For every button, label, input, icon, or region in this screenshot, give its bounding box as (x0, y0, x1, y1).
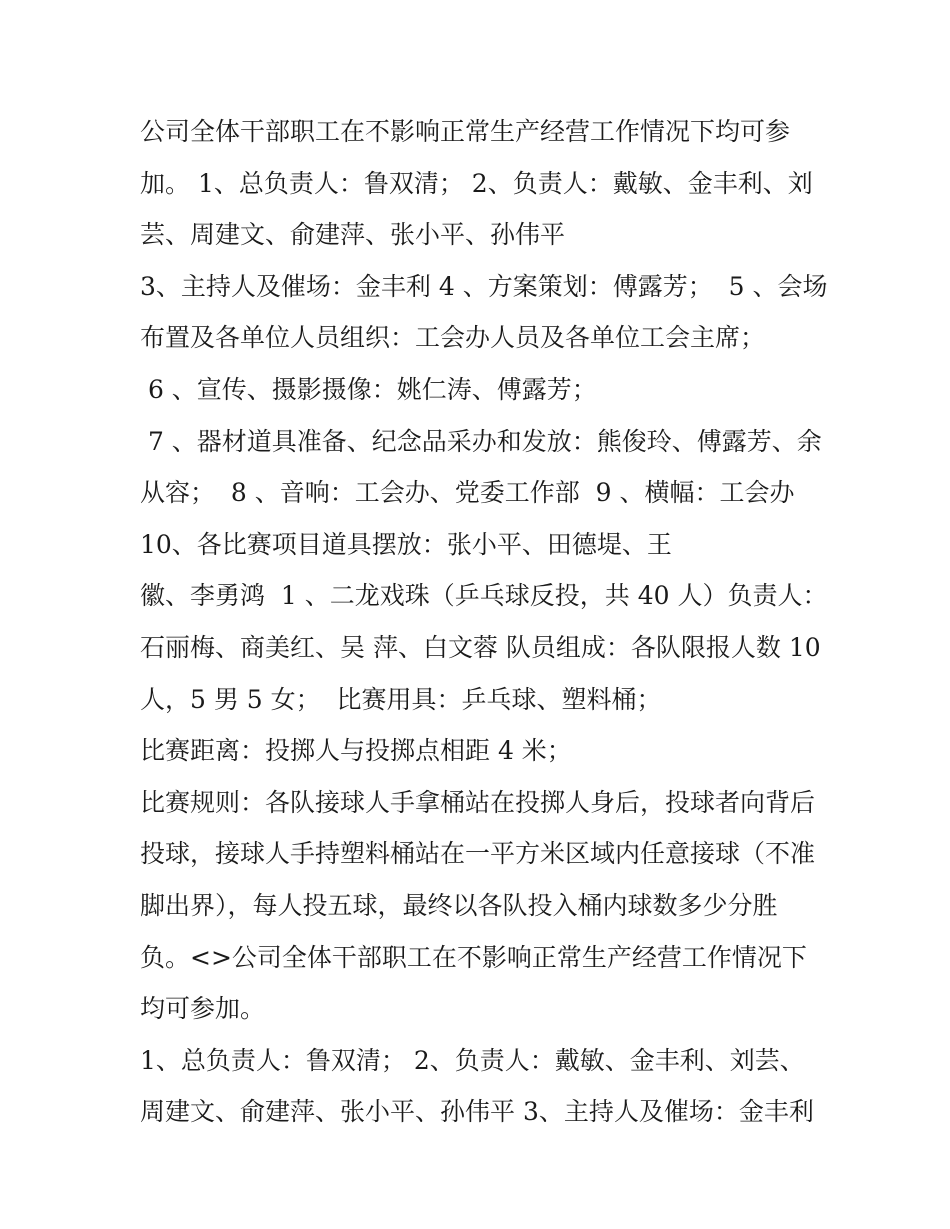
text-line: 1、总负责人：鲁双清； 2、负责人：戴敏、金丰利、刘芸、 (140, 1045, 805, 1075)
text-line: 脚出界），每人投五球，最终以各队投入桶内球数多少分胜 (140, 890, 778, 920)
text-line: 3、主持人及催场：金丰利 4 、方案策划：傅露芳； 5 、会场 (140, 271, 828, 301)
text-line: 比赛规则：各队接球人手拿桶站在投掷人身后，投球者向背后 (140, 787, 816, 817)
text-line: 投球，接球人手持塑料桶站在一平方米区域内任意接球（不准 (140, 839, 816, 869)
body-text (140, 106, 830, 1138)
text-line: 人，5 男 5 女； 比赛用具：乒乓球、塑料桶； (140, 684, 662, 714)
text-line: 周建文、俞建萍、张小平、孙伟平 3、主持人及催场：金丰利 (140, 1097, 814, 1127)
text-line: 从容； 8 、音响：工会办、党委工作部 9 、横幅：工会办 (140, 478, 795, 508)
text-line: 公司全体干部职工在不影响正常生产经营工作情况下均可参 (140, 117, 791, 146)
text-line: 均可参加。 (140, 994, 266, 1024)
text-line: 布置及各单位人员组织：工会办人员及各单位工会主席； (140, 323, 766, 353)
text-line: 6 、宣传、摄影摄像：姚仁涛、傅露芳； (140, 374, 597, 404)
text-line: 7 、器材道具准备、纪念品采办和发放：熊俊玲、傅露芳、余 (140, 426, 822, 456)
text-line: 比赛距离：投掷人与投掷点相距 4 米； (140, 736, 572, 766)
text-line: 芸、周建文、俞建萍、张小平、孙伟平 (140, 220, 566, 250)
text-line: 10、各比赛项目道具摆放：张小平、田德堤、王 (140, 529, 672, 559)
text-line: 石丽梅、商美红、吴 萍、白文蓉 队员组成：各队限报人数 10 (140, 632, 821, 662)
text-line: 负。<>公司全体干部职工在不影响正常生产经营工作情况下 (140, 942, 807, 972)
text-line: 徽、李勇鸿 1 、二龙戏珠（乒乓球反投，共 40 人）负责人： (140, 581, 828, 611)
text-line: 加。 1、总负责人：鲁双清； 2、负责人：戴敏、金丰利、刘 (140, 168, 813, 198)
